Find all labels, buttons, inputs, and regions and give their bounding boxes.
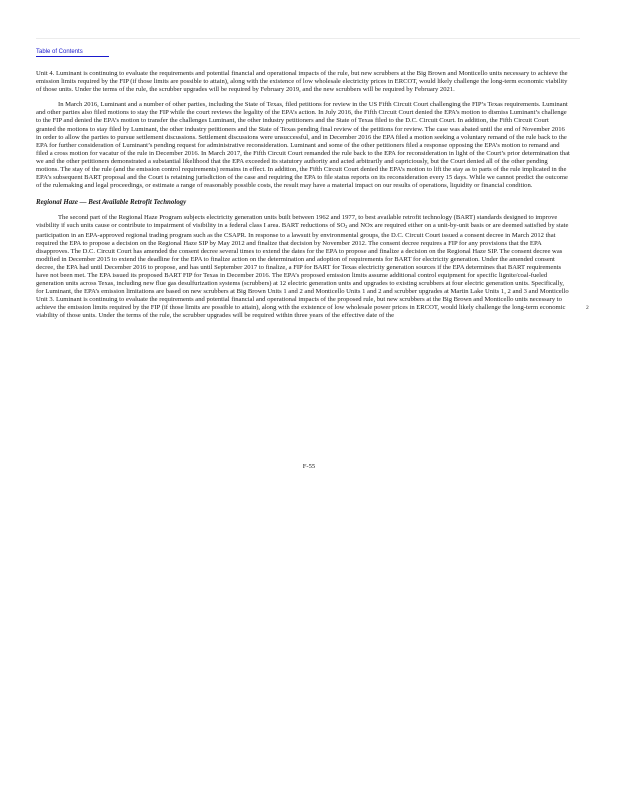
paragraph-unit4: Unit 4. Luminant is continuing to evaluate the requirements and potential financial and operational impacts of the rule, but new scrubbers at the Big Brown and Monticello units necessary to achieve the emission limits required by the FIP (if those limits are possible to attain), along with the existence of low wholesale electricity prices in ERCOT, would likely challenge the long-term economic viability of those units. Under the terms of the rule, the scrubber upgrades will be required by February 2019, and the new scrubbers will be required by February 2021. <box>36 70 568 94</box>
page-number: F-55 <box>302 463 316 470</box>
paragraph-bart-standards <box>36 214 570 320</box>
so2-subscript: 2 <box>345 224 348 230</box>
document-body <box>36 70 570 328</box>
bart-text-part1: The second part of the Regional Haze Program subjects electricity generation units built between 1962 and 1977, to best available retrofit technology (BART) standards designed to improve visibility if such units cause or contribute to impairment of visibility in a federal class I area. BART reductions of SO <box>36 214 558 230</box>
bart-text-part2: and NOx are required either on a unit-by-unit basis or are deemed satisfied by state participation in an EPA-approved regional trading program such as the CSAPR. In response to a lawsuit by environmental groups, the D.C. Circuit Court issued a consent decree in March 2012 that required the EPA to propose a decision on the Regional Haze SIP by May 2012 and finalize that decision by November 2012. The consent decree requires a FIP for any provisions that the EPA disapproves. The D.C. Circuit Court has amended the consent decree several times to extend the dates for the EPA to propose and finalize a decision on the Regional Haze SIP. The consent decree was modified in December 2015 to extend the deadline for the EPA to finalize action on the determination and adoption of requirements for BART for electricity generation. Under the amended consent decree, the EPA had until December 2016 to propose, and has until September 2017 to finalize, a FIP for BART for Texas electricity generation sources if the EPA determines that BART requirements have not been met. The EPA issued its proposed BART FIP for Texas in December 2016. The EPA’s proposed emission limits assume additional control equipment for specific lignite/coal-fueled generation units across Texas, including new flue gas desulfurization systems (scrubbers) at 12 electric generation units and upgrades to existing scrubbers at four electric generation units. Specifically, for Luminant, the EPA’s emission limitations are based on new scrubbers at Big Brown Units 1 and 2 and Monticello Units 1 and 2 and scrubber upgrades at Martin Lake Units 1, 2 and 3 and Monticello Unit 3. Luminant is continuing to evaluate the requirements and potential financial and operational impacts of the proposed rule, but new scrubbers at the Big Brown and Monticello units necessary to achieve the emission limits required by the FIP (if those limits are possible to attain), along with the existence of low wholesale power prices in ERCOT, would likely challenge the long-term economic viability of those units. Under the terms of the rule, the scrubber upgrades will be required within three years of the effective date of the <box>36 222 569 320</box>
page-top-rule <box>36 38 580 39</box>
paragraph-march-2016-petitions: In March 2016, Luminant and a number of other parties, including the State of Texas, filed petitions for review in the US Fifth Circuit Court challenging the FIP’s Texas requirements. Luminant and other parties also filed motions to stay the FIP while the court reviews the legality of the EPA’s action. In July 2016, the Fifth Circuit Court denied the EPA’s motion to dismiss Luminant’s challenge to the FIP and denied the EPA’s motion to transfer the challenges Luminant, the other industry petitioners and the State of Texas filed to the D.C. Circuit Court. In addition, the Fifth Circuit Court granted the motions to stay filed by Luminant, the other industry petitioners and the State of Texas pending final review of the petitions for review. The case was abated until the end of November 2016 in order to allow the parties to pursue settlement discussions. Settlement discussions were unsuccessful, and in December 2016 the EPA filed a motion seeking a voluntary remand of the rule back to the EPA for further consideration of Luminant’s pending request for administrative reconsideration. Luminant and some of the other petitioners filed a response opposing the EPA’s motion to remand and filed a cross motion for vacatur of the rule in December 2016. In March 2017, the Fifth Circuit Court remanded the rule back to the EPA for reconsideration in light of the Court’s prior determination that we and the other petitioners demonstrated a substantial likelihood that the EPA exceeded its statutory authority and acted arbitrarily and capriciously, but the Court denied all of the other pending motions. The stay of the rule (and the emission control requirements) remains in effect. In addition, the Fifth Circuit Court denied the EPA’s motion to lift the stay as to parts of the rule implicated in the EPA’s subsequent BART proposal and the Court is retaining jurisdiction of the case and requiring the EPA to file status reports on its reconsideration every 15 days. While we cannot predict the outcome of the rulemaking and legal proceedings, or estimate a range of reasonably possible costs, the result may have a material impact on our results of operations, liquidity or financial condition. <box>36 101 570 190</box>
table-of-contents-link[interactable]: Table of Contents <box>36 49 109 57</box>
margin-note: 2 <box>586 305 589 311</box>
section-heading-regional-haze-bart: Regional Haze — Best Available Retrofit Technology <box>36 199 187 207</box>
